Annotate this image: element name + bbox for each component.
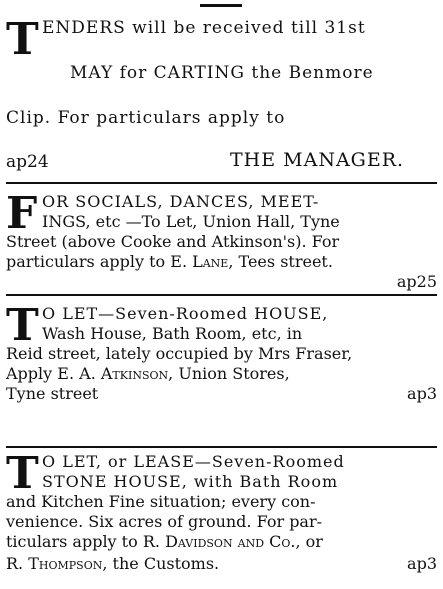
- ad-signature: THE MANAGER.: [230, 149, 405, 171]
- ad-text-line: MAY for CARTING the Benmore: [70, 63, 374, 83]
- text-segment: particulars apply to: [6, 252, 166, 271]
- drop-cap: T: [6, 14, 39, 65]
- ad-text-line: O LET—Seven-Roomed HOUSE,: [42, 304, 329, 323]
- top-rule: [200, 4, 242, 7]
- divider-rule: [6, 294, 437, 296]
- ad-text-line: and Kitchen Fine situation; every con-: [6, 492, 316, 511]
- ad-text-line: O LET, or LEASE—Seven-Roomed: [42, 452, 345, 471]
- divider-rule: [6, 182, 437, 184]
- text-segment: Apply: [6, 364, 53, 383]
- ad-text-line: Street (above Cooke and Atkinson's). For: [6, 232, 340, 251]
- contact-name: E. Lane,: [170, 252, 234, 271]
- ad-text-line: [6, 554, 219, 574]
- ad-text-line: [6, 252, 333, 272]
- ad-text-line: OR SOCIALS, DANCES, MEET-: [42, 192, 320, 211]
- text-segment: Union Stores,: [178, 364, 290, 383]
- ad-text-line: [6, 364, 290, 384]
- ad-reference: ap3: [407, 554, 437, 573]
- text-segment: Tees street.: [238, 252, 333, 271]
- drop-cap: T: [6, 300, 39, 351]
- ad-text-line: Clip. For particulars apply to: [6, 108, 286, 128]
- ad-text-line: [6, 532, 323, 552]
- ad-reference: ap3: [407, 384, 437, 403]
- contact-name: R. Thompson,: [6, 554, 108, 573]
- drop-cap: T: [6, 448, 39, 499]
- contact-name: R. Davidson and Co.,: [142, 532, 301, 551]
- ad-text-line: Tyne street: [6, 384, 99, 403]
- ad-reference: ap24: [6, 152, 49, 172]
- ad-text-line: Reid street, lately occupied by Mrs Fraser,: [6, 344, 353, 363]
- text-segment: or: [305, 532, 323, 551]
- contact-name: E. A. Atkinson,: [57, 364, 174, 383]
- ad-text-line: venience. Six acres of ground. For par-: [6, 512, 323, 531]
- ad-text-line: STONE HOUSE, with Bath Room: [42, 472, 339, 491]
- text-segment: the Customs.: [112, 554, 220, 573]
- divider-rule: [6, 446, 437, 448]
- ad-text-line: Wash House, Bath Room, etc, in: [42, 324, 303, 343]
- ad-reference: ap25: [396, 272, 437, 291]
- drop-cap: F: [6, 188, 38, 239]
- ad-text-line: INGS, etc —To Let, Union Hall, Tyne: [42, 212, 340, 231]
- ad-text-line: ENDERS will be received till 31st: [42, 18, 366, 38]
- text-segment: ticulars apply to: [6, 532, 138, 551]
